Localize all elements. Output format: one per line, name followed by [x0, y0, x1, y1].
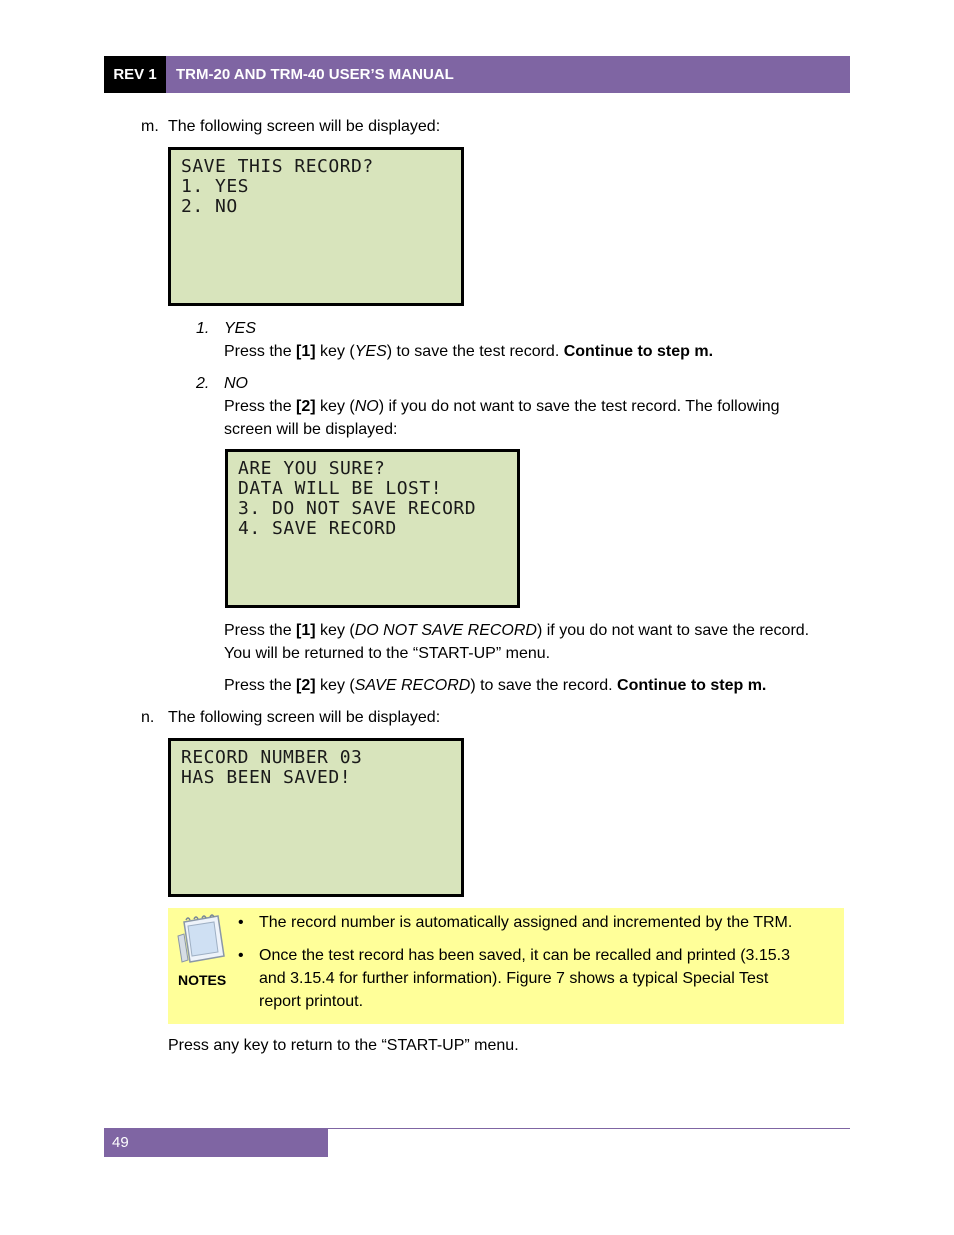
option-2-title: NO — [224, 375, 248, 392]
lcd-screen-confirm — [225, 449, 520, 608]
notes-box — [168, 908, 844, 1024]
header-title: TRM-20 AND TRM-40 USER’S MANUAL — [166, 56, 850, 93]
note-item: The record number is automatically assigned and incremented by the TRM. — [259, 914, 793, 931]
bullet-dot: • — [238, 914, 244, 931]
lcd-screen-saved — [168, 738, 464, 897]
option-2-marker: 2. — [196, 375, 210, 392]
notes-label: NOTES — [178, 972, 227, 988]
key-1: [1] — [296, 343, 316, 360]
option-2-desc: Press the [2] key (NO) if you do not want to save the test record. The following — [224, 398, 780, 415]
key-2: [2] — [296, 398, 316, 415]
lcd-line: 2. NO — [181, 196, 238, 217]
lcd-line: DATA WILL BE LOST! — [238, 478, 443, 499]
sub1-desc: Press the [1] key (DO NOT SAVE RECORD) if you do not want to save the record. — [224, 622, 810, 639]
sub2-desc: Press the [2] key (SAVE RECORD) to save the record. Continue to step m. — [224, 677, 767, 694]
option-1-title: YES — [224, 320, 257, 337]
lcd-line: 1. YES — [181, 176, 250, 197]
lcd-line: 4. SAVE RECORD — [238, 518, 397, 539]
lcd-line: ARE YOU SURE? — [238, 458, 386, 479]
step-n-marker: n. — [141, 709, 155, 726]
step-n-text: The following screen will be displayed: — [168, 709, 441, 726]
notepad-icon — [174, 914, 228, 966]
note-item: Once the test record has been saved, it can be recalled and printed (3.15.3 and 3.15.4 for further information). Figure 7 shows a typical Special Test report printout. — [259, 947, 790, 1010]
step-m-text: The following screen will be displayed: — [168, 118, 441, 135]
step-m-marker: m. — [141, 118, 159, 135]
footer-rule — [328, 1128, 850, 1129]
lcd-line: HAS BEEN SAVED! — [181, 767, 352, 788]
option-1-marker: 1. — [196, 320, 210, 337]
bullet-dot: • — [238, 947, 244, 964]
closing-instruction: Press any key to return to the “START-UP” menu. — [168, 1037, 519, 1054]
sub1-desc-line2: You will be returned to the “START-UP” menu. — [224, 645, 551, 662]
lcd-line: RECORD NUMBER 03 — [181, 747, 363, 768]
option-2-desc-line2: screen will be displayed: — [224, 421, 398, 438]
lcd-screen-save-record — [168, 147, 464, 306]
header-revision: REV 1 — [104, 56, 166, 93]
lcd-line: 3. DO NOT SAVE RECORD — [238, 498, 477, 519]
footer-page-number: 49 — [104, 1128, 328, 1157]
lcd-line: SAVE THIS RECORD? — [181, 156, 374, 177]
option-1-desc: Press the [1] key (YES) to save the test record. Continue to step m. — [224, 343, 714, 360]
